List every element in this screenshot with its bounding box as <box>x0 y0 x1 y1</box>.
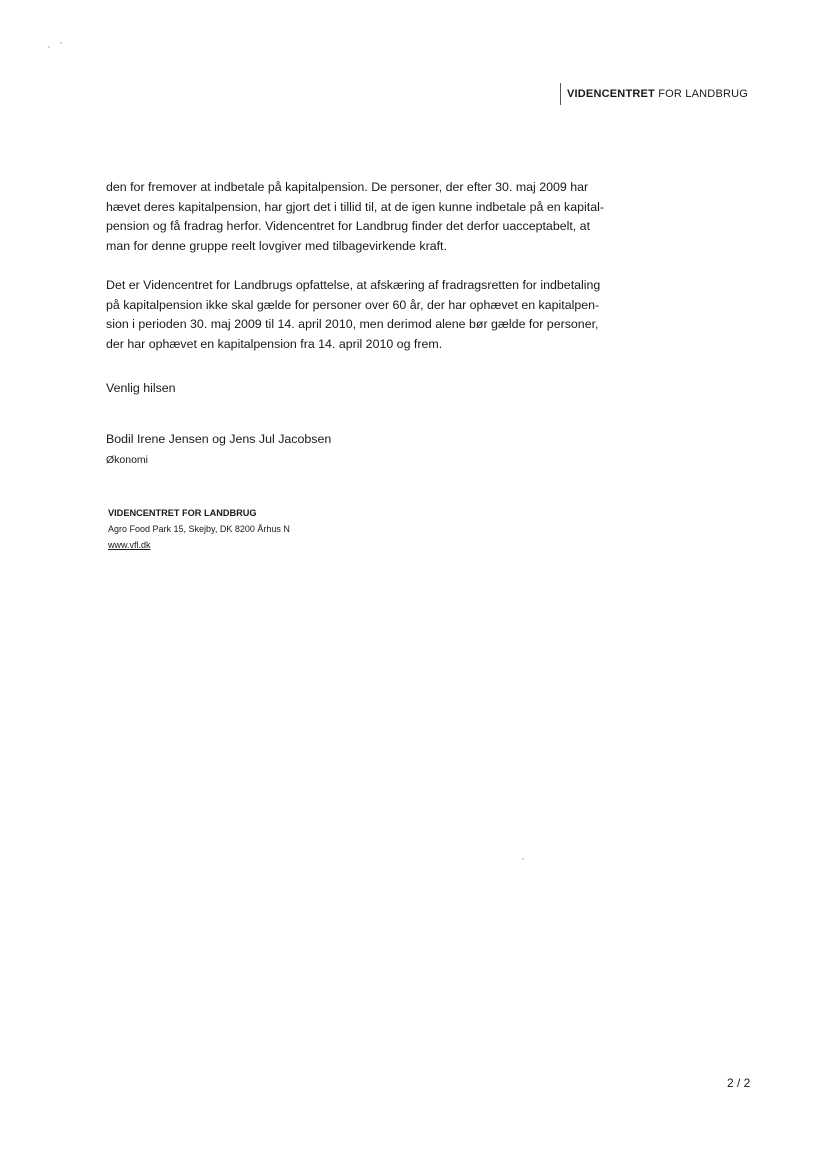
paragraph-1 <box>106 178 666 256</box>
paragraph-2-line: på kapitalpension ikke skal gælde for personer over 60 år, der har ophævet en kapitalpen- <box>106 297 600 312</box>
paragraph-2-line: sion i perioden 30. maj 2009 til 14. april 2010, men derimod alene bør gælde for personer, <box>106 317 599 331</box>
footer-website-link[interactable]: www.vfl.dk <box>108 540 151 550</box>
closing-salutation: Venlig hilsen <box>106 381 176 395</box>
paragraph-2-line: Det er Videncentret for Landbrugs opfattelse, at afskæring af fradragsretten for indbetaling <box>106 278 601 292</box>
letterhead-org-name <box>560 83 748 105</box>
paragraph-1-line: den for fremover at indbetale på kapitalpension. De personer, der efter 30. maj 2009 har <box>106 180 589 194</box>
letterhead-org-bold: VIDENCENTRET <box>567 88 655 100</box>
scan-speck <box>48 46 50 48</box>
scan-speck <box>60 42 62 44</box>
letter-body <box>106 178 666 354</box>
scan-speck <box>522 858 524 860</box>
footer-address: Agro Food Park 15, Skejby, DK 8200 Århus N <box>108 524 290 534</box>
paragraph-1-line: hævet deres kapitalpension, har gjort det i tillid til, at de igen kunne indbetale på en kapital- <box>106 199 605 214</box>
footer-block <box>108 505 290 553</box>
paragraph-1-line: man for denne gruppe reelt lovgiver med tilbagevirkende kraft. <box>106 238 447 253</box>
paragraph-2 <box>106 276 666 354</box>
paragraph-1-line: pension og få fradrag herfor. Videncentret for Landbrug finder det derfor uacceptabelt, at <box>106 219 591 233</box>
paragraph-2-line: der har ophævet en kapitalpension fra 14. april 2010 og frem. <box>106 336 443 351</box>
footer-org-name: VIDENCENTRET FOR LANDBRUG <box>108 508 257 518</box>
page-number: 2 / 2 <box>727 1076 751 1090</box>
letterhead-org-rest: FOR LANDBRUG <box>654 88 749 100</box>
signature-department: Økonomi <box>106 454 149 466</box>
signature-names: Bodil Irene Jensen og Jens Jul Jacobsen <box>106 432 332 446</box>
